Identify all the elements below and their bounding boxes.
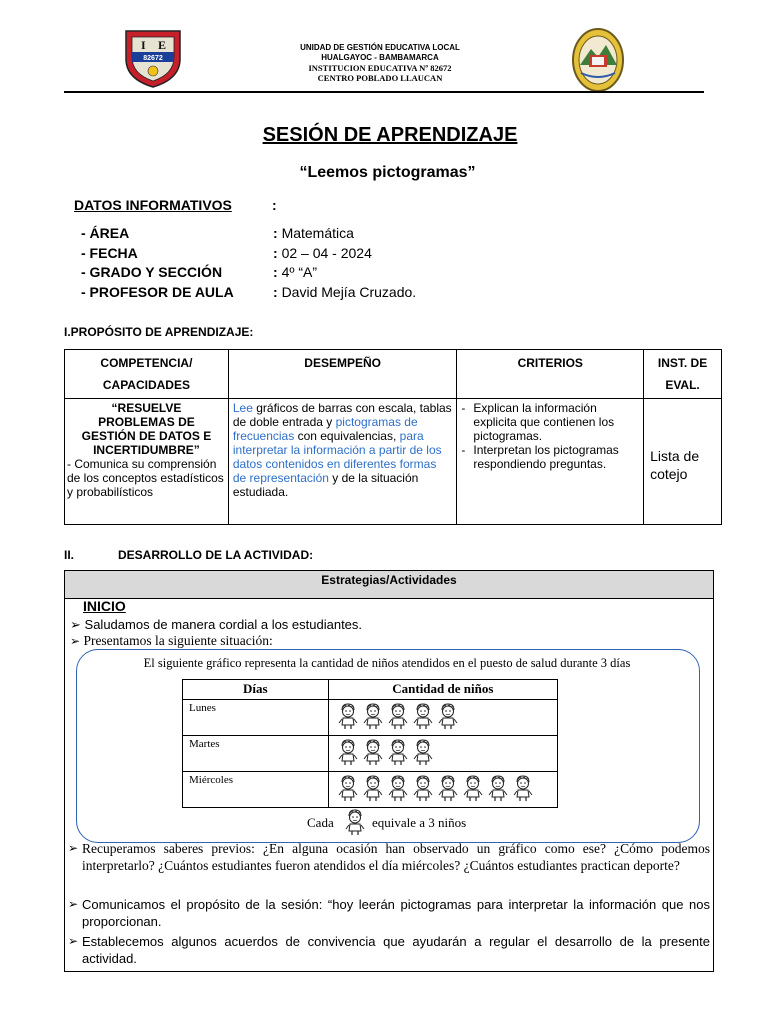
legend-equivale: equivale a 3 niños [372,815,467,830]
child-icon [387,738,409,769]
inicio-heading: INICIO [83,598,126,614]
strategies-header: Estrategias/Actividades [65,571,713,599]
field-value-fecha: : 02 – 04 - 2024 [273,245,372,261]
field-value-profesor: : David Mejía Cruzado. [273,284,417,300]
header-line-3: INSTITUCION EDUCATIVA Nº 82672 [308,63,452,73]
desempeno-part-5: para interpretar la información a partir de los datos contenidos en diferentes formas de representación [232,429,442,485]
child-icon [362,702,384,733]
bullet-item: ➢ Presentamos la siguiente situación: [70,633,273,648]
arrow-bullet-icon: ➢ [68,841,79,855]
legend-child-icon [344,808,366,841]
arrow-bullet-icon: ➢ [70,617,81,632]
page-title: SESIÓN DE APRENDIZAJE [262,124,518,146]
svg-text:E: E [158,38,167,52]
desempeno-part-6: y de la situación estudiada. [232,471,419,499]
bullet-item: ➢ Comunicamos el propósito de la sesión: “hoy leerán pictogramas para interpretar la información que nos proporcionan. [68,897,710,929]
child-icon [412,738,434,769]
child-icon [337,774,359,805]
child-icon [462,774,484,805]
field-label-fecha: - FECHA [81,245,138,261]
svg-text:I: I [141,38,146,52]
picto-icons-cell [328,736,557,772]
picto-icons-cell [328,772,557,808]
instrumento-text: Lista de cotejo [650,448,700,482]
child-icon [487,774,509,805]
field-label-profesor: - PROFESOR DE AULA [81,284,234,300]
child-icon [412,774,434,805]
header-divider [64,91,704,93]
desempeno-part-2: gráficos de barras con escala, tablas de doble entrada y [232,401,452,429]
child-icon [387,702,409,733]
ugel-logo-right [571,27,625,93]
child-icon [437,702,459,733]
section-2-heading: DESARROLLO DE LA ACTIVIDAD: [118,548,314,562]
svg-text:82672: 82672 [143,55,163,62]
picto-icons-cell [328,700,557,736]
col-header-desempeno: DESEMPEÑO [228,350,457,399]
datos-heading: DATOS INFORMATIVOS [74,197,232,213]
picto-day-cell: Martes [183,736,329,772]
section-2-number: II. [64,548,75,562]
cell-instrumento [644,399,722,525]
col-header-criterios: CRITERIOS [457,350,644,399]
field-value-area: : Matemática [273,225,354,241]
arrow-bullet-icon: ➢ [68,897,79,911]
pictogram-table [182,679,558,808]
situation-text: El siguiente gráfico representa la cantidad de niños atendidos en el puesto de salud durante 3 días [143,656,631,670]
arrow-bullet-icon: ➢ [70,634,81,648]
picto-day-cell: Miércoles [183,772,329,808]
desempeno-part-4: con equivalencias, [294,429,400,443]
child-icon [362,738,384,769]
picto-day-cell: Lunes [183,700,329,736]
bullet-item: ➢ Recuperamos saberes previos: ¿En alguna ocasión han observado un gráfico como ese? ¿Cómo podemos interpretarlo? ¿Cuántos estudiantes fueron atendidos el día miércoles? ¿Cuántos estudiantes practican deporte? [68,841,710,873]
cell-desempeno [228,399,457,525]
competencia-text: “RESUELVE PROBLEMAS DE GESTIÓN DE DATOS E INCERTIDUMBRE” [81,401,212,457]
field-label-area: - ÁREA [81,225,130,241]
cell-criterios [457,399,644,525]
criterio-item: - Explican la información explicita que contienen los pictogramas. [461,401,615,443]
capacidad-text: - Comunica su comprensión de los conceptos estadísticos y probabilísticos [67,457,224,499]
child-icon [437,774,459,805]
legend-cada: Cada [307,815,334,830]
school-logo-left [122,27,184,89]
criterio-item: - Interpretan los pictogramas respondiendo preguntas. [461,443,619,471]
header-line-1: UNIDAD DE GESTIÓN EDUCATIVA LOCAL [300,43,460,52]
desempeno-part-3: pictogramas de frecuencias [232,415,418,443]
bullet-item: ➢ Establecemos algunos acuerdos de convivencia que ayudarán a regular el desarrollo de la presente actividad. [68,934,710,966]
datos-colon: : [272,197,277,213]
page-subtitle: “Leemos pictogramas” [299,164,476,181]
col-header-instrumento: INST. DE EVAL. [644,350,722,399]
child-icon [337,738,359,769]
child-icon [512,774,534,805]
cell-competencia [65,399,229,525]
header-line-4: CENTRO POBLADO LLAUCAN [317,73,443,83]
picto-header-dias: Días [183,680,329,700]
desempeno-part-1: Lee [232,401,253,415]
header-text [230,43,530,83]
section-1-heading: I.PROPÓSITO DE APRENDIZAJE: [64,325,254,339]
picto-header-cantidad: Cantidad de niños [328,680,557,700]
child-icon [337,702,359,733]
child-icon [362,774,384,805]
field-value-grado: : 4º “A” [273,264,318,280]
bullet-item: ➢ Saludamos de manera cordial a los estudiantes. [70,617,363,632]
field-label-grado: - GRADO Y SECCIÓN [81,264,223,280]
child-icon [387,774,409,805]
child-icon [412,702,434,733]
col-header-competencia: COMPETENCIA/ CAPACIDADES [65,350,229,399]
header-line-2: HUALGAYOC - BAMBAMARCA [321,53,439,62]
arrow-bullet-icon: ➢ [68,934,79,948]
purpose-table [64,349,722,525]
